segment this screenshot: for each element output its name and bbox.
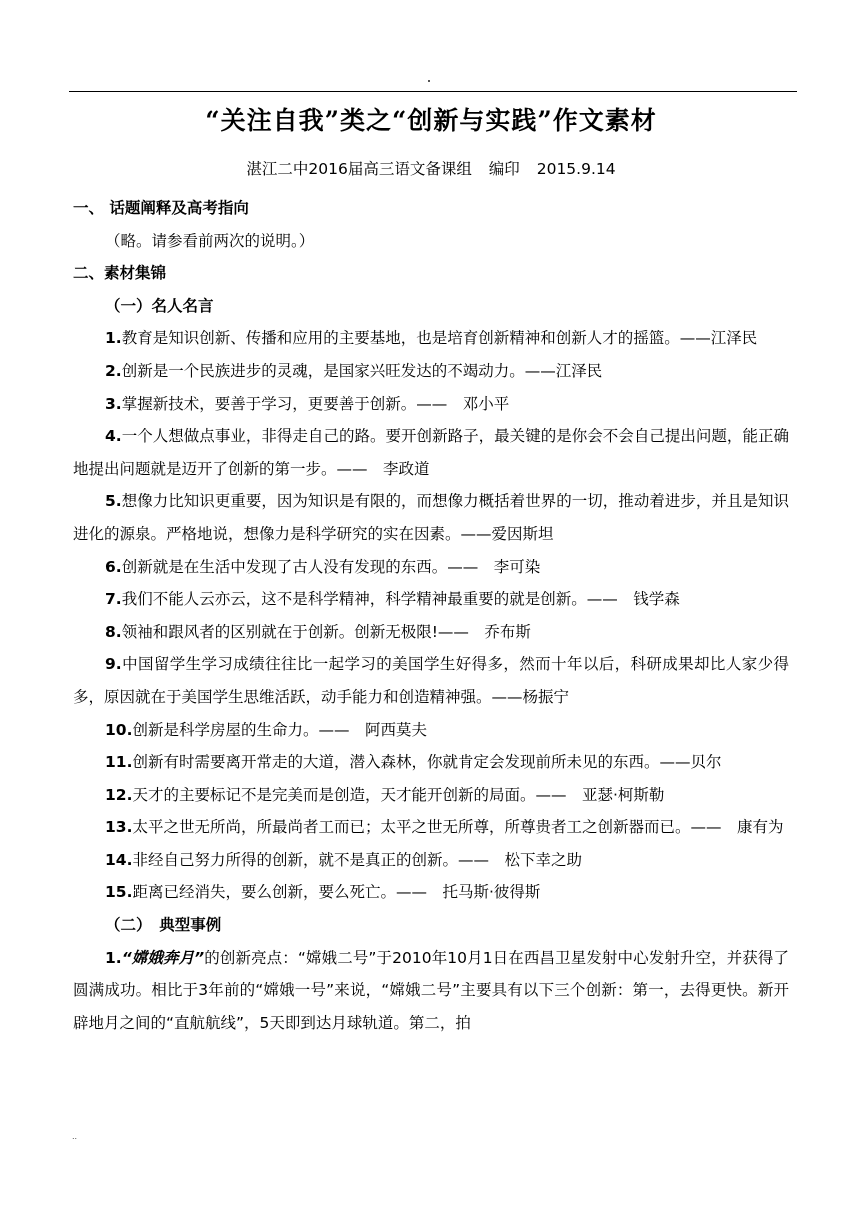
quote-text: 想像力比知识更重要，因为知识是有限的，而想像力概括着世界的一切，推动着进步，并且是知识进化的源泉。严格地说，想像力是科学研究的实在因素。——爱因斯坦 xyxy=(73,492,789,543)
quote-number: 4. xyxy=(105,427,122,446)
quote-item xyxy=(73,746,789,779)
quote-text: 我们不能人云亦云，这不是科学精神，科学精神最重要的就是创新。—— 钱学森 xyxy=(121,590,680,609)
quote-text: 创新就是在生活中发现了古人没有发现的东西。—— 李可染 xyxy=(121,557,541,576)
quote-item xyxy=(73,420,789,485)
quote-text: 教育是知识创新、传播和应用的主要基地，也是培育创新精神和创新人才的摇篮。——江泽民 xyxy=(121,329,758,348)
quote-item xyxy=(73,388,789,421)
quote-item xyxy=(73,714,789,747)
quote-item xyxy=(73,355,789,388)
header-dot xyxy=(428,80,430,82)
quote-number: 11. xyxy=(105,753,133,772)
quote-text: 天才的主要标记不是完美而是创造，天才能开创新的局面。—— 亚瑟·柯斯勒 xyxy=(132,785,665,804)
quote-number: 7. xyxy=(105,590,122,609)
quote-item xyxy=(73,811,789,844)
quote-text: 创新是科学房屋的生命力。—— 阿西莫夫 xyxy=(132,720,427,739)
quote-number: 2. xyxy=(105,361,122,380)
page-subtitle xyxy=(73,158,789,180)
quote-number: 5. xyxy=(105,492,122,511)
quote-number: 3. xyxy=(105,394,122,413)
quote-number: 8. xyxy=(105,622,122,641)
quote-text: 创新有时需要离开常走的大道，潜入森林，你就肯定会发现前所未见的东西。——贝尔 xyxy=(132,753,722,772)
example-text: 的创新亮点：“嫦娥二号”于2010年10月1日在西昌卫星发射中心发射升空，并获得了圆满成功。相比于3年前的“嫦娥一号”来说，“嫦娥二号”主要具有以下三个创新：第一，去得更快。新开辟地月之间的“直航航线”，5天即到达月球轨道。第二，拍 xyxy=(73,948,790,1032)
quote-item xyxy=(73,779,789,812)
quote-text: 太平之世无所尚，所最尚者工而已；太平之世无所尊，所尊贵者工之创新器而已。—— 康有为 xyxy=(132,818,784,837)
example-number: 1. xyxy=(105,948,122,967)
quote-item xyxy=(73,551,789,584)
quotes-list xyxy=(73,322,789,909)
quote-text: 领袖和跟风者的区别就在于创新。创新无极限!—— 乔布斯 xyxy=(121,622,531,641)
quote-item xyxy=(73,876,789,909)
quote-number: 9. xyxy=(105,655,122,674)
subtitle-date: 2015.9.14 xyxy=(536,160,616,178)
section1-heading: 一、 话题阐释及高考指向 xyxy=(73,199,249,217)
quote-number: 14. xyxy=(105,850,133,869)
quotes-subheading: （一）名人名言 xyxy=(105,296,214,315)
quote-number: 15. xyxy=(105,883,133,902)
quote-text: 创新是一个民族进步的灵魂，是国家兴旺发达的不竭动力。——江泽民 xyxy=(121,361,603,380)
header-rule xyxy=(69,91,797,92)
quote-item xyxy=(73,616,789,649)
quote-text: 一个人想做点事业，非得走自己的路。要开创新路子，最关键的是你会不会自己提出问题，能正确地提出问题就是迈开了创新的第一步。—— 李政道 xyxy=(73,427,789,478)
quote-number: 1. xyxy=(105,329,122,348)
examples-subheading: （二） 典型事例 xyxy=(105,916,222,935)
quote-text: 距离已经消失，要么创新，要么死亡。—— 托马斯·彼得斯 xyxy=(132,883,541,902)
quote-item xyxy=(73,322,789,355)
example-title: “嫦娥奔月” xyxy=(121,948,205,967)
document-page xyxy=(73,100,789,1039)
quote-number: 12. xyxy=(105,785,133,804)
section2-heading: 二、素材集锦 xyxy=(73,264,167,283)
quote-number: 6. xyxy=(105,557,122,576)
subtitle-author: 湛江二中2016届高三语文备课组 xyxy=(246,160,472,178)
quote-text: 中国留学生学习成绩往往比一起学习的美国学生好得多，然而十年以后，科研成果却比人家少得多，原因就在于美国学生思维活跃，动手能力和创造精神强。——杨振宁 xyxy=(73,655,789,706)
quote-item xyxy=(73,485,789,550)
quote-text: 掌握新技术，要善于学习，更要善于创新。—— 邓小平 xyxy=(121,394,510,413)
page-title: “关注自我”类之“创新与实践”作文素材 xyxy=(205,106,657,135)
quote-text: 非经自己努力所得的创新，就不是真正的创新。—— 松下幸之助 xyxy=(132,850,582,869)
section1-body: （略。请参看前两次的说明。） xyxy=(105,231,315,250)
quote-number: 13. xyxy=(105,818,133,837)
quote-item xyxy=(73,583,789,616)
example-item xyxy=(73,942,789,1040)
quote-number: 10. xyxy=(105,720,133,739)
footer-mark: .. xyxy=(72,1132,78,1141)
quote-item xyxy=(73,844,789,877)
subtitle-action: 编印 xyxy=(488,160,520,178)
quote-item xyxy=(73,648,789,713)
